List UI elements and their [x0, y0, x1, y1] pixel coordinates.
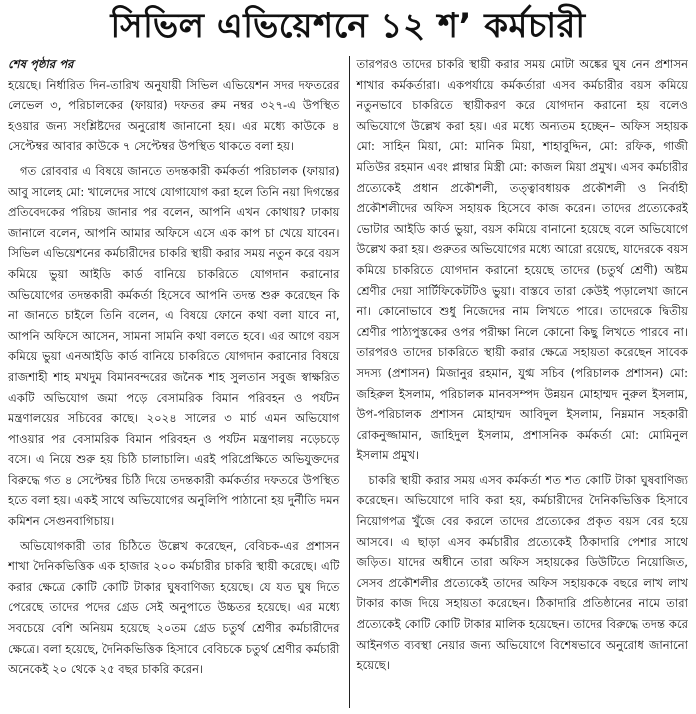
column-divider: [349, 56, 350, 708]
paragraph: চাকরি স্থায়ী করার সময় এসব কর্মকর্তা শত শত কোটি টাকা ঘুষবাণিজ্য করেছেন। অভিযোগে দাবি করা হয়, কর্মচারীদের দৈনিকভিত্তিক হিসাবে নিয়োগপত্র খুঁজে বের করলে তাদের প্রত্যেকের প্রকৃত বয়স বের হয়ে আসবে। এ ছাড়া এসব কর্মচারীর প্রত্যেকেই ঠিকাদারি পেশার সাথে জড়িত। যাদের অধীনে তারা অফিস সহায়কের ডিউটিতে নিয়োজিত, সেসব প্রকৌশলীর প্রত্যেকেই তাদের অফিস সহায়ককে বছরে লাখ লাখ টাকার কাজ দিয়ে সহায়তা করেছেন। ঠিকাদারি প্রতিষ্ঠানের নামে তারা প্রত্যেকেই কোটি কোটি টাকার মালিক হয়েছেন। তাদের বিরুদ্ধে তদন্ত করে আইনগত ব্যবস্থা নেয়ার জন্য অভিযোগে বিশেষভাবে অনুরোধ জানানো হয়েছে।: [356, 472, 688, 673]
article-headline: সিভিল এভিয়েশনে ১২ শ’ কর্মচারী: [110, 6, 586, 46]
right-column: [353, 54, 689, 708]
article-body: [8, 54, 688, 708]
left-column: [8, 54, 346, 708]
paragraph: গত রোববার এ বিষয়ে জানতে তদন্তকারী কর্মকর্তা পরিচালক (ফায়ার) আবু সালেহ মো: খালেদের সাথে যোগাযোগ করা হলে তিনি নয়া দিগন্তের প্রতিবেদকের পরিচয় জানার পর বলেন, আপনি এখন কোথায়? ঢাকায় জানালে বলেন, আপনি আমার অফিসে এসে এক কাপ চা খেয়ে যাবেন। সিভিল এভিয়েশনের কর্মচারীদের চাকরি স্থায়ী করার সময় নতুন করে বয়স কমিয়ে ভুয়া আইডি কার্ড বানিয়ে চাকরিতে যোগদান করানোর অভিযোগের তদন্তকারী কর্মকর্তা হিসেবে আপনি তদন্ত শুরু করেছেন কি না জানতে চাইলে তিনি বলেন, এ বিষয়ে ফোনে কথা বলা যাবে না, আপনি অফিসে আসেন, সামনা সামনি কথা বলতে হবে। এর আগে বয়স কমিয়ে ভুয়া এনআইডি কার্ড বানিয়ে চাকরিতে যোগদান করানোর বিষয়ে রাজশাহী শাহ মখদুম বিমানবন্দরের জনৈক শাহ সুলতান সবুজ স্বাক্ষরিত একটি অভিযোগ জমা পড়ে বেসামরিক বিমান পরিবহন ও পর্যটন মন্ত্রণালয়ের সচিবের কাছে। ২০২৪ সালের ৩ মার্চ এমন অভিযোগ পাওয়ার পর বেসামরিক বিমান পরিবহন ও পর্যটন মন্ত্রণালয় নড়েচড়ে বসে। এ নিয়ে শুরু হয় চিঠি চালাচালি। এরই পরিপ্রেক্ষিতে অভিযুক্তদের বিরুদ্ধে গত ৪ সেপ্টেম্বর চিঠি দিয়ে তদন্তকারী কর্মকর্তার দফতরে উপস্থিত হতে বলা হয়। একই সাথে অভিযোগের অনুলিপি পাঠানো হয় দুর্নীতি দমন কমিশন সেগুনবাগিচায়।: [8, 163, 340, 529]
paragraph: অভিযোগকারী তার চিঠিতে উল্লেখ করেছেন, বেবিচক-এর প্রশাসন শাখা দৈনিকভিত্তিক এক হাজার ২০০ কর্মচারীর চাকরি স্থায়ী করেছে। এটি করার ক্ষেত্রে কোটি কোটি টাকার ঘুষবাণিজ্য হয়েছে। যে যত ঘুষ দিতে পেরেছে তাদের পদের গ্রেড সেই অনুপাতে উচ্চতর হয়েছে। এর মধ্যে সবচেয়ে বেশি অনিয়ম হয়েছে ২০তম গ্রেড চতুর্থ শ্রেণীর কর্মচারীদের ক্ষেত্রে। বলা হয়েছে, দৈনিকভিত্তিক হিসাবে বেবিচকে চতুর্থ শ্রেণীর কর্মচারী অনেকেই ২০ থেকে ২৫ বছর চাকরি করেন।: [8, 538, 340, 677]
paragraph: হয়েছে। নির্ধারিত দিন-তারিখ অনুযায়ী সিভিল এভিয়েশন সদর দফতরের লেভেল ৩, পরিচালকের (ফায়ার) দফতর রুম নম্বর ৩২৭-এ উপস্থিত হওয়ার জন্য সংশ্লিষ্টদের অনুরোধ জানানো হয়। এর মধ্যে কাউকে ৪ সেপ্টেম্বর আবার কাউকে ৭ সেপ্টেম্বর উপস্থিত থাকতে বলা হয়।: [8, 77, 340, 154]
continued-from-label: শেষ পৃষ্ঠার পর: [8, 57, 74, 71]
paragraph: তারপরও তাদের চাকরি স্থায়ী করার সময় মোটা অঙ্কের ঘুষ নেন প্রশাসন শাখার কর্মকর্তারা। একপর্যায়ে কর্মকর্তারা এসব কর্মচারীর বয়স কমিয়ে নতুনভাবে চাকরিতে স্থায়ীকরণ করে যোগদান করানো হয় বলেও অভিযোগে উল্লেখ করা হয়। এর মধ্যে অন্যতম হচ্ছেন– অফিস সহায়ক মো: সাহিন মিয়া, মো: মানিক মিয়া, শাহাবুদ্দিন, মো: রফিক, গাজী মতিউর রহমান এবং প্লাম্বার মিস্ত্রী মো: কাজল মিয়া প্রমুখ। এসব কর্মচারীর প্রত্যেকেই প্রধান প্রকৌশলী, তত্ত্বাবধায়ক প্রকৌশলী ও নির্বাহী প্রকৌশলীদের অফিস সহায়ক হিসেবে কাজ করেন। তাদের প্রত্যেকেরই ভোটার আইডি কার্ড ভুয়া, বয়স কমিয়ে বানানো হয়েছে বলে অভিযোগে উল্লেখ করা হয়। গুরুতর অভিযোগের মধ্যে আরো রয়েছে, যাদেরকে বয়স কমিয়ে চাকরিতে যোগদান করানো হয়েছে তাদের (চতুর্থ শ্রেণী) অষ্টম শ্রেণীর দেয়া সার্টিফিকেটটিও ভুয়া। বাস্তবে তারা কেউই পড়ালেখা জানে না। কোনোভাবে শুধু নিজেদের নাম লিখতে পারে। তাদেরকে দ্বিতীয় শ্রেণীর পাঠ্যপুস্তকের ওপর পরীক্ষা নিলে কোনো কিছু লিখতে পারবে না। তারপরও তাদের চাকরিতে স্থায়ী করার ক্ষেত্রে সহায়তা করেছেন সাবেক সদস্য (প্রশাসন) মিজানুর রহমান, যুগ্ম সচিব (পরিচালক প্রশাসন) মো: জহিরুল ইসলাম, পরিচালক মানবসম্পদ উন্নয়ন মোহাম্মদ নুরুল ইসলাম, উপ-পরিচালক প্রশাসন মোহাম্মদ আবিদুল ইসলাম, নিম্নমান সহকারী রোকনুজ্জামান, জাহিদুল ইসলাম, প্রশাসনিক কর্মকর্তা মো: মোমিনুল ইসলাম প্রমুখ।: [356, 57, 688, 463]
